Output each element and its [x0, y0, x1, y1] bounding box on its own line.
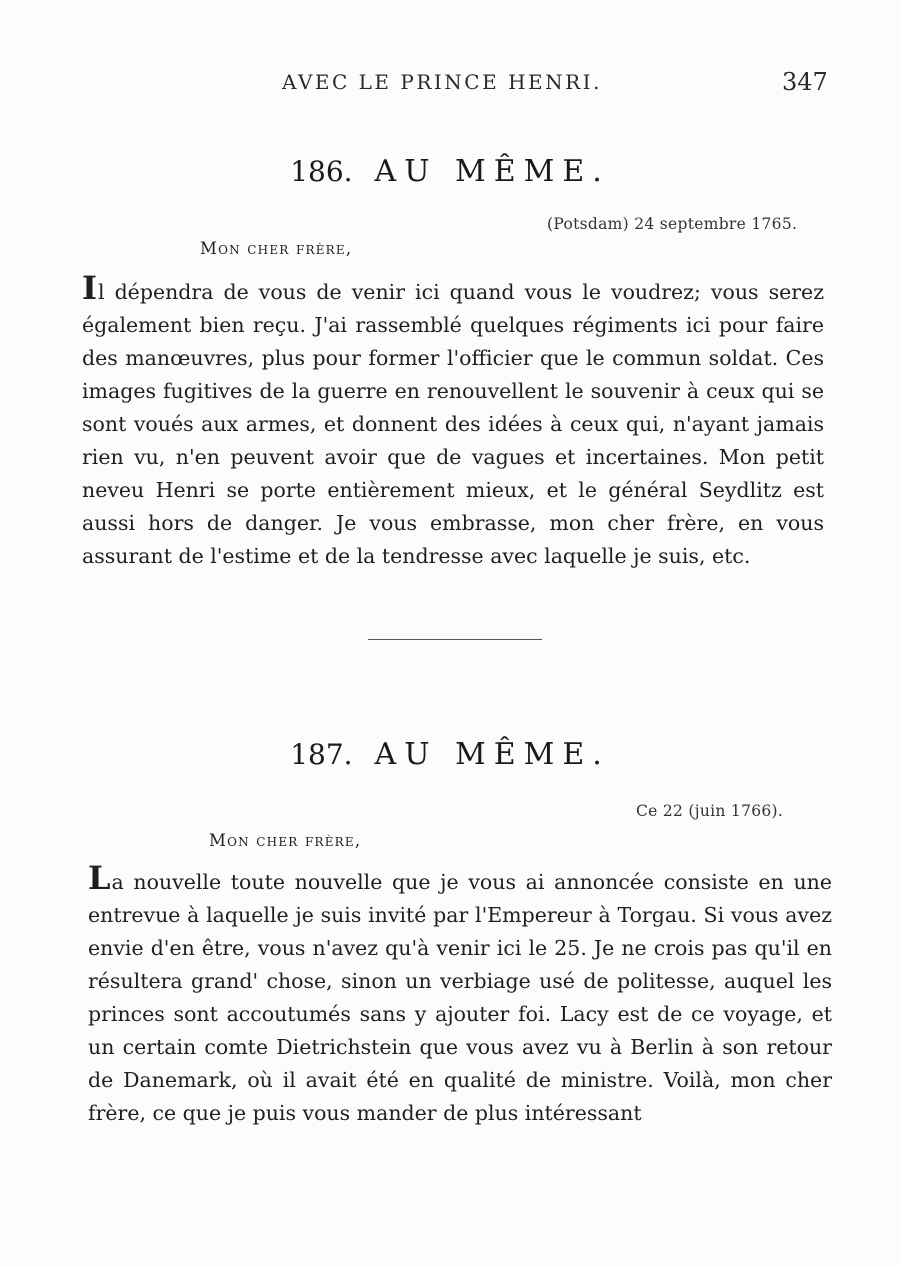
- letter-186-heading: [0, 154, 900, 189]
- letter-body-text: l dépendra de vous de venir ici quand vous le voudrez; vous serez également bien reçu. J'ai rassemblé quelques régiments ici pour faire des manœuvres, plus pour former l'officier que le commun soldat. Ces images fugitives de la guerre en renouvellent le souvenir à ceux qui se sont voués aux armes, et donnent des idées à ceux qui, n'ayant jamais rien vu, n'en peuvent avoir que de vagues et incertaines. Mon petit neveu Henri se porte entièrement mieux, et le général Seydlitz est aussi hors de danger. Je vous embrasse, mon cher frère, en vous assurant de l'estime et de la tendresse avec laquelle je suis, etc.: [82, 280, 824, 568]
- letter-186-salutation: Mon cher frère,: [200, 239, 353, 258]
- letter-187-salutation: Mon cher frère,: [209, 831, 362, 850]
- letter-186-dateline: (Potsdam) 24 septembre 1765.: [547, 215, 798, 233]
- letter-187-heading: [0, 737, 900, 772]
- drop-cap: L: [88, 859, 111, 897]
- letter-number: 186.: [290, 155, 353, 188]
- letter-187-body: [88, 859, 832, 1130]
- letter-187-dateline: Ce 22 (juin 1766).: [636, 802, 784, 820]
- running-head: AVEC LE PRINCE HENRI.: [282, 70, 602, 94]
- section-separator: [368, 639, 542, 640]
- letter-title: AU MÊME.: [374, 737, 610, 772]
- letter-number: 187.: [290, 738, 353, 771]
- page-number: 347: [782, 68, 828, 96]
- drop-cap: I: [82, 269, 97, 307]
- letter-body-text: a nouvelle toute nouvelle que je vous ai annoncée consiste en une entrevue à laquelle je suis invité par l'Empereur à Torgau. Si vous avez envie d'en être, vous n'avez qu'à venir ici le 25. Je ne crois pas qu'il en résultera grand' chose, sinon un verbiage usé de politesse, auquel les princes sont accoutumés sans y ajouter foi. Lacy est de ce voyage, et un certain comte Dietrichstein que vous avez vu à Berlin à son retour de Danemark, où il avait été en qualité de ministre. Voilà, mon cher frère, ce que je puis vous mander de plus intéressant: [88, 870, 832, 1125]
- letter-title: AU MÊME.: [374, 154, 610, 189]
- letter-186-body: [82, 269, 824, 573]
